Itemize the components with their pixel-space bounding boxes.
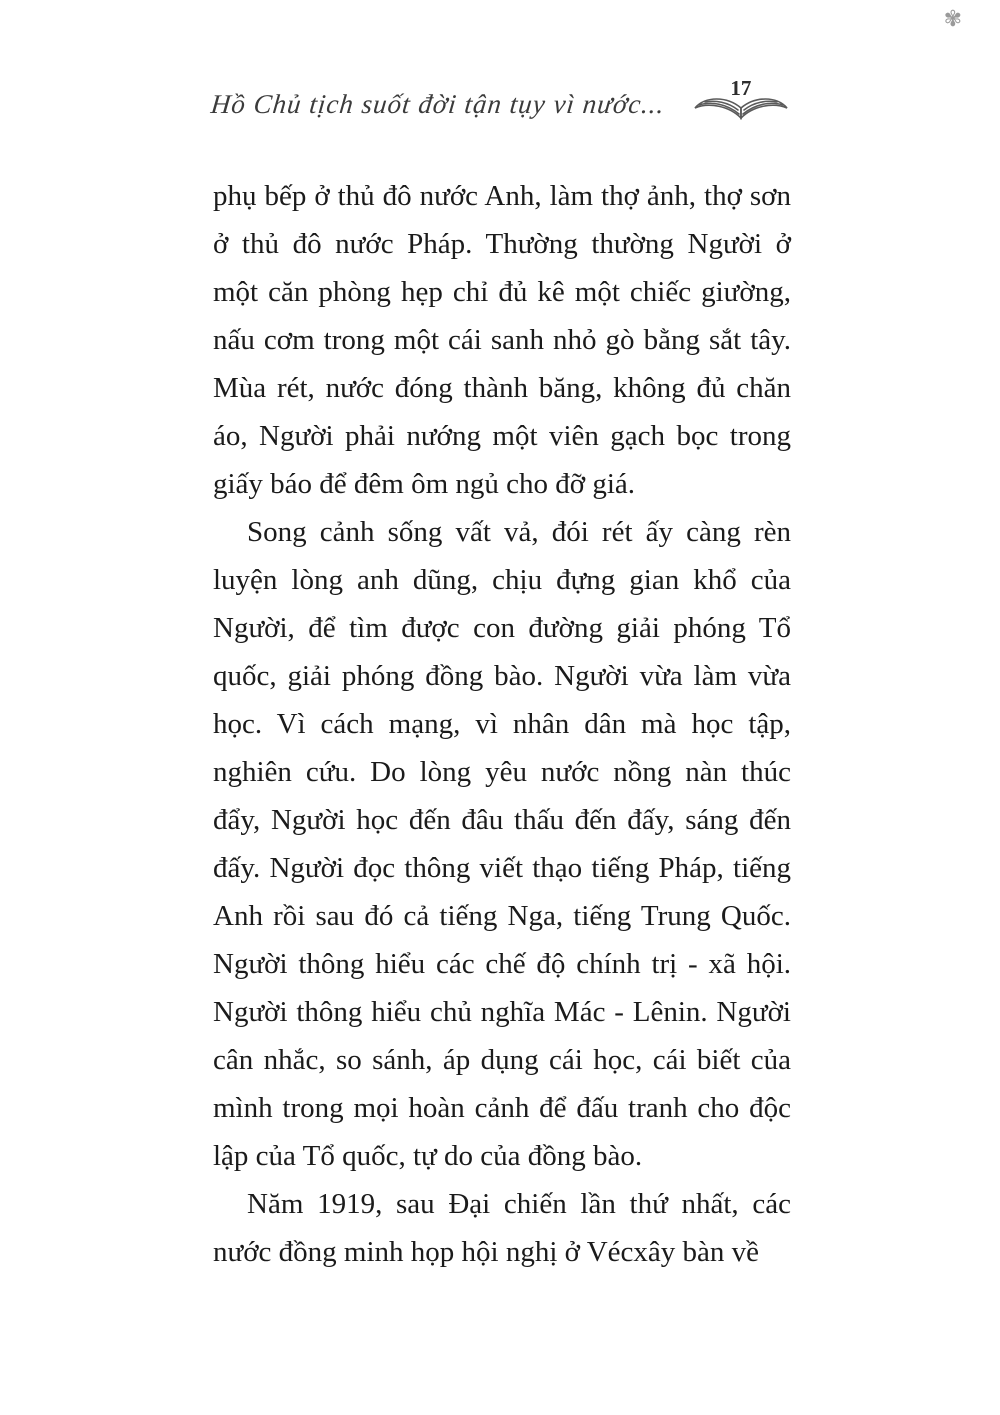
body-text: [213, 172, 791, 1276]
running-header-title: Hồ Chủ tịch suốt đời tận tụy vì nước...: [209, 88, 667, 119]
page-number: 17: [730, 76, 752, 100]
open-book-icon: [693, 84, 789, 130]
paragraph: Song cảnh sống vất vả, đói rét ấy càng rèn luyện lòng anh dũng, chịu đựng gian khổ của Người, để tìm được con đường giải phóng Tổ quốc, giải phóng đồng bào. Người vừa làm vừa học. Vì cách mạng, vì nhân dân mà học tập, nghiên cứu. Do lòng yêu nước nồng nàn thúc đẩy, Người học đến đâu thấu đến đấy, sáng đến đấy. Người đọc thông viết thạo tiếng Pháp, tiếng Anh rồi sau đó cả tiếng Nga, tiếng Trung Quốc. Người thông hiểu các chế độ chính trị - xã hội. Người thông hiểu chủ nghĩa Mác - Lênin. Người cân nhắc, so sánh, áp dụng cái học, cái biết của mình trong mọi hoàn cảnh để đấu tranh cho độc lập của Tổ quốc, tự do của đồng bào.: [213, 516, 791, 1172]
corner-flower-icon: ✾: [943, 6, 962, 31]
paragraph: phụ bếp ở thủ đô nước Anh, làm thợ ảnh, thợ sơn ở thủ đô nước Pháp. Thường thường Người ở một căn phòng hẹp chỉ đủ kê một chiếc giường, nấu cơm trong một cái sanh nhỏ gò bằng sắt tây. Mùa rét, nước đóng thành băng, không đủ chăn áo, Người phải nướng một viên gạch bọc trong giấy báo để đêm ôm ngủ cho đỡ giá.: [213, 180, 791, 500]
open-book-ornament: [693, 78, 789, 130]
page-header: [0, 78, 1000, 130]
paragraph: Năm 1919, sau Đại chiến lần thứ nhất, các nước đồng minh họp hội nghị ở Vécxây bàn về: [213, 1188, 791, 1268]
